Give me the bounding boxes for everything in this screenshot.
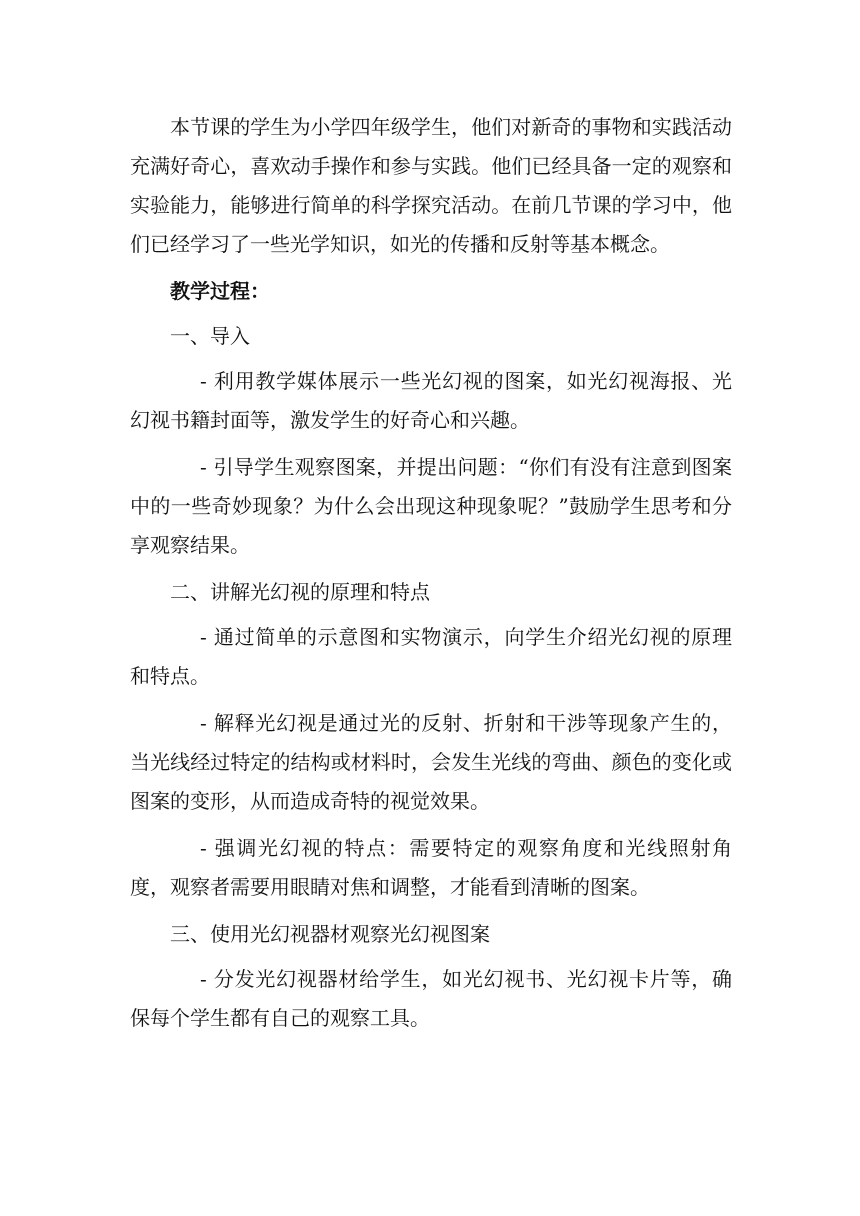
section-title-principle: 二、讲解光幻视的原理和特点: [170, 580, 430, 604]
intro-paragraph: 本节课的学生为小学四年级学生，他们对新奇的事物和实践活动充满好奇心，喜欢动手操作和参与实践。他们已经具备一定的观察和实验能力，能够进行简单的科学探究活动。在前几节课的学习中，他们已经学习了一些光学知识，如光的传播和反射等基本概念。: [130, 115, 732, 256]
section-item: - 利用教学媒体展示一些光幻视的图案，如光幻视海报、光幻视书籍封面等，激发学生的好奇心和兴趣。: [130, 369, 732, 432]
section-item: - 通过简单的示意图和实物演示，向学生介绍光幻视的原理和特点。: [130, 625, 732, 688]
section-item: - 解释光幻视是通过光的反射、折射和干涉等现象产生的，当光线经过特定的结构或材料时，会发生光线的弯曲、颜色的变化或图案的变形，从而造成奇特的视觉效果。: [130, 711, 732, 813]
section-title-intro: 一、导入: [170, 324, 250, 348]
section-item: - 引导学生观察图案，并提出问题：“你们有没有注意到图案中的一些奇妙现象？为什么会出现这种现象呢？”鼓励学生思考和分享观察结果。: [130, 455, 732, 557]
process-heading: 教学过程：: [170, 279, 270, 303]
document-body: [130, 108, 732, 1046]
section-item: - 分发光幻视器材给学生，如光幻视书、光幻视卡片等，确保每个学生都有自己的观察工具。: [130, 967, 732, 1030]
section-title-observation: 三、使用光幻视器材观察光幻视图案: [170, 922, 490, 946]
section-item: - 强调光幻视的特点：需要特定的观察角度和光线照射角度，观察者需要用眼睛对焦和调整，才能看到清晰的图案。: [130, 836, 732, 899]
